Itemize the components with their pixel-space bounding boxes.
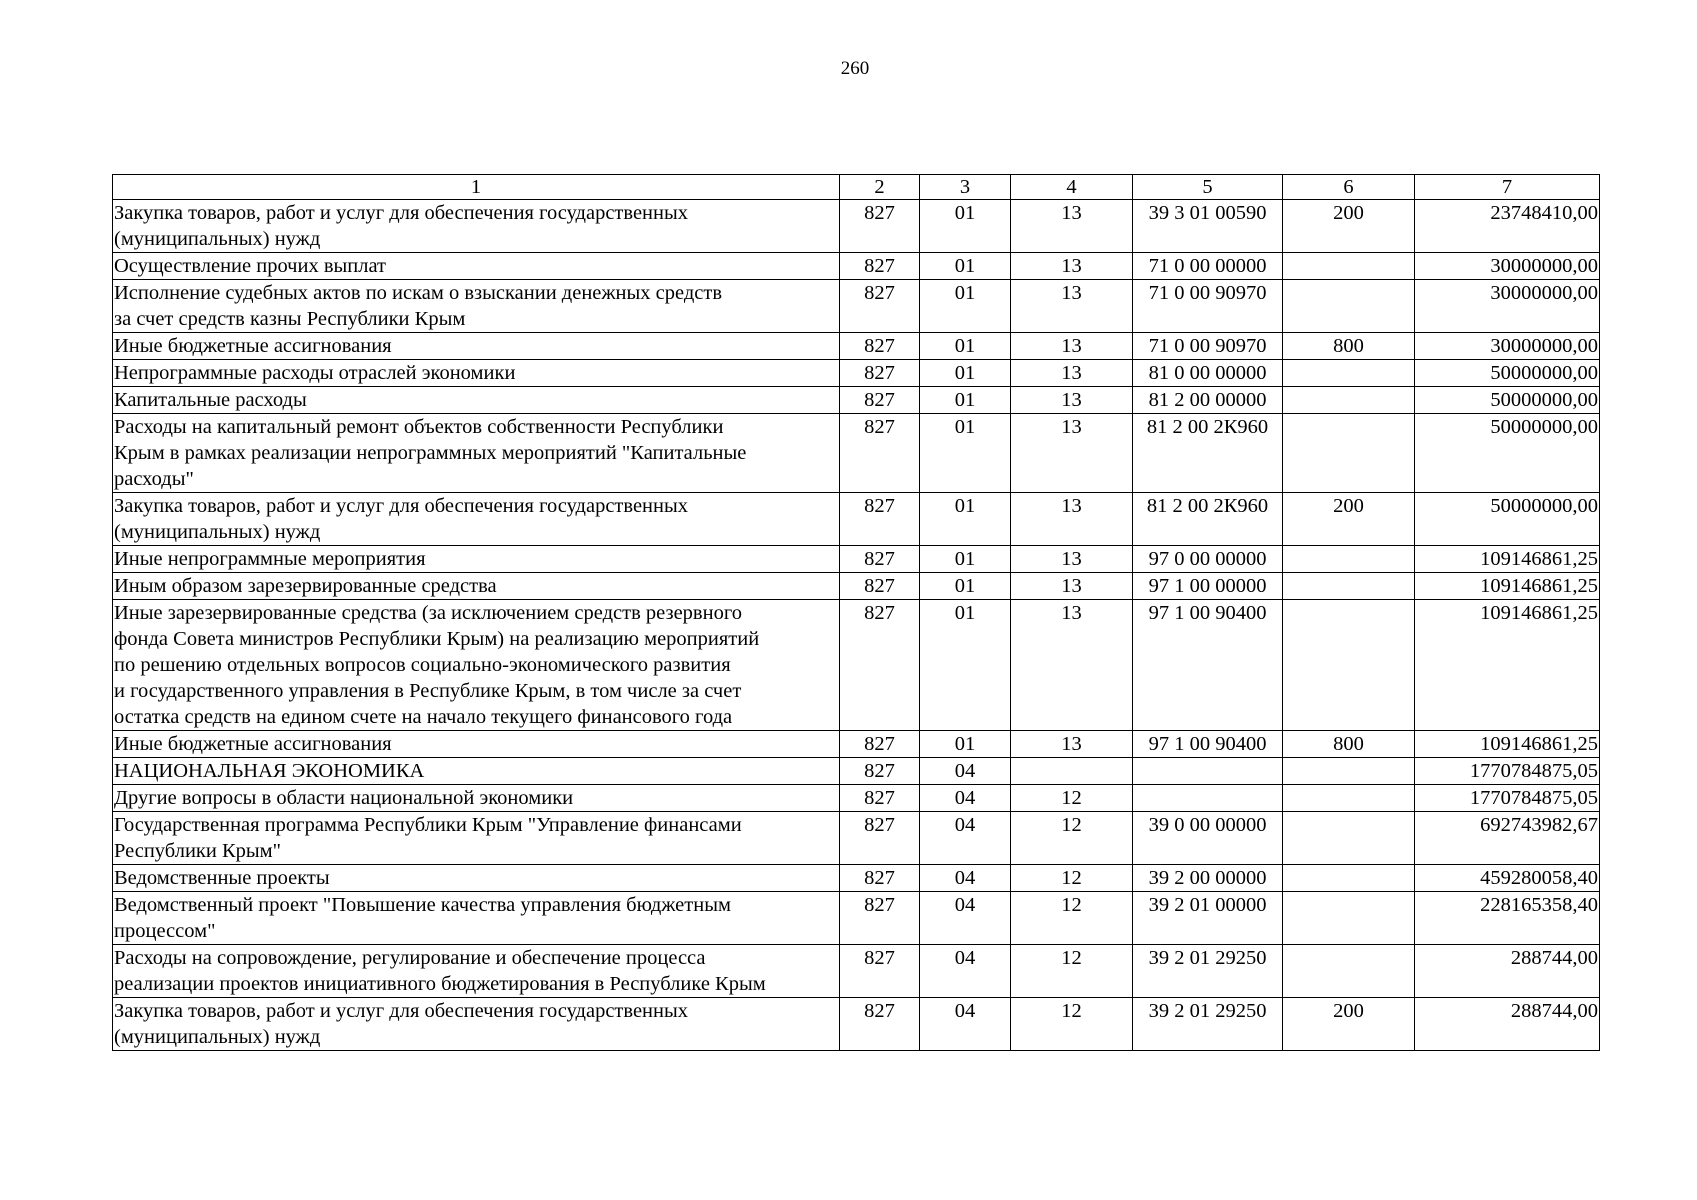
row-description	[113, 493, 840, 546]
amount-value: 23748410,00	[1415, 200, 1600, 253]
amount-value: 30000000,00	[1415, 253, 1600, 280]
target-article-code: 71 0 00 90970	[1133, 333, 1283, 360]
description-line: Иные непрограммные мероприятия	[114, 548, 426, 570]
subsection-code: 13	[1011, 253, 1133, 280]
subsection-code: 13	[1011, 493, 1133, 546]
section-code: 01	[920, 280, 1011, 333]
row-description	[113, 600, 840, 731]
table-row	[113, 892, 1600, 945]
target-article-code: 97 0 00 00000	[1133, 546, 1283, 573]
description-line: Другие вопросы в области национальной экономики	[114, 787, 574, 809]
section-code: 01	[920, 493, 1011, 546]
expense-type-code	[1283, 360, 1415, 387]
subsection-code: 13	[1011, 414, 1133, 493]
expense-type-code	[1283, 280, 1415, 333]
table-row	[113, 600, 1600, 731]
section-code: 01	[920, 253, 1011, 280]
section-code: 04	[920, 812, 1011, 865]
expense-type-code	[1283, 892, 1415, 945]
table-row	[113, 253, 1600, 280]
table-body	[113, 200, 1600, 1051]
subsection-code: 12	[1011, 785, 1133, 812]
header-col-6: 6	[1283, 175, 1415, 200]
target-article-code	[1133, 758, 1283, 785]
subsection-code: 13	[1011, 600, 1133, 731]
subsection-code: 13	[1011, 573, 1133, 600]
subsection-code: 12	[1011, 998, 1133, 1051]
amount-value: 50000000,00	[1415, 414, 1600, 493]
subsection-code: 13	[1011, 280, 1133, 333]
table-row	[113, 865, 1600, 892]
ministry-code: 827	[840, 892, 920, 945]
expense-type-code	[1283, 253, 1415, 280]
ministry-code: 827	[840, 573, 920, 600]
budget-table	[112, 174, 1600, 1051]
subsection-code: 12	[1011, 865, 1133, 892]
expense-type-code: 800	[1283, 731, 1415, 758]
description-line: Закупка товаров, работ и услуг для обеспечения государственных	[114, 202, 689, 224]
section-code: 04	[920, 892, 1011, 945]
description-line: Расходы на сопровождение, регулирование и обеспечение процесса	[114, 947, 706, 969]
section-code: 01	[920, 573, 1011, 600]
ministry-code: 827	[840, 600, 920, 731]
amount-value: 1770784875,05	[1415, 758, 1600, 785]
expense-type-code: 200	[1283, 998, 1415, 1051]
amount-value: 109146861,25	[1415, 731, 1600, 758]
ministry-code: 827	[840, 333, 920, 360]
description-line: (муниципальных) нужд	[114, 521, 321, 543]
header-col-4: 4	[1011, 175, 1133, 200]
description-line: процессом"	[114, 920, 216, 942]
header-col-2: 2	[840, 175, 920, 200]
section-code: 04	[920, 758, 1011, 785]
subsection-code: 13	[1011, 387, 1133, 414]
expense-type-code	[1283, 812, 1415, 865]
ministry-code: 827	[840, 758, 920, 785]
description-line: (муниципальных) нужд	[114, 228, 321, 250]
expense-type-code	[1283, 865, 1415, 892]
description-line: Крым в рамках реализации непрограммных мероприятий "Капитальные	[114, 442, 747, 464]
ministry-code: 827	[840, 812, 920, 865]
ministry-code: 827	[840, 998, 920, 1051]
amount-value: 50000000,00	[1415, 360, 1600, 387]
table-row	[113, 785, 1600, 812]
section-code: 04	[920, 998, 1011, 1051]
table-row	[113, 731, 1600, 758]
description-line: Иные бюджетные ассигнования	[114, 335, 392, 357]
ministry-code: 827	[840, 387, 920, 414]
description-line: за счет средств казны Республики Крым	[114, 308, 466, 330]
subsection-code: 13	[1011, 731, 1133, 758]
section-code: 01	[920, 333, 1011, 360]
row-description	[113, 812, 840, 865]
description-line: Осуществление прочих выплат	[114, 255, 387, 277]
amount-value: 692743982,67	[1415, 812, 1600, 865]
target-article-code: 39 3 01 00590	[1133, 200, 1283, 253]
expense-type-code	[1283, 945, 1415, 998]
row-description	[113, 758, 840, 785]
description-line: НАЦИОНАЛЬНАЯ ЭКОНОМИКА	[114, 760, 425, 782]
amount-value: 50000000,00	[1415, 493, 1600, 546]
ministry-code: 827	[840, 731, 920, 758]
target-article-code: 81 2 00 2К960	[1133, 493, 1283, 546]
section-code: 01	[920, 414, 1011, 493]
row-description	[113, 998, 840, 1051]
amount-value: 30000000,00	[1415, 333, 1600, 360]
expense-type-code	[1283, 785, 1415, 812]
description-line: остатка средств на едином счете на начало текущего финансового года	[114, 706, 733, 728]
description-line: Республики Крым"	[114, 840, 282, 862]
expense-type-code	[1283, 573, 1415, 600]
description-line: Иные зарезервированные средства (за исключением средств резервного	[114, 602, 742, 624]
table-row	[113, 546, 1600, 573]
subsection-code: 13	[1011, 360, 1133, 387]
table-row	[113, 360, 1600, 387]
table-row	[113, 387, 1600, 414]
subsection-code: 12	[1011, 945, 1133, 998]
description-line: Закупка товаров, работ и услуг для обеспечения государственных	[114, 495, 689, 517]
target-article-code: 71 0 00 90970	[1133, 280, 1283, 333]
ministry-code: 827	[840, 945, 920, 998]
table-row	[113, 333, 1600, 360]
amount-value: 288744,00	[1415, 998, 1600, 1051]
amount-value: 288744,00	[1415, 945, 1600, 998]
amount-value: 50000000,00	[1415, 387, 1600, 414]
table-row	[113, 573, 1600, 600]
subsection-code: 13	[1011, 200, 1133, 253]
ministry-code: 827	[840, 253, 920, 280]
description-line: расходы"	[114, 468, 194, 490]
row-description	[113, 200, 840, 253]
expense-type-code	[1283, 414, 1415, 493]
amount-value: 109146861,25	[1415, 600, 1600, 731]
amount-value: 109146861,25	[1415, 546, 1600, 573]
row-description	[113, 253, 840, 280]
table-row	[113, 493, 1600, 546]
header-col-3: 3	[920, 175, 1011, 200]
target-article-code: 39 2 01 00000	[1133, 892, 1283, 945]
header-col-1: 1	[113, 175, 840, 200]
subsection-code: 12	[1011, 892, 1133, 945]
row-description	[113, 414, 840, 493]
row-description	[113, 892, 840, 945]
ministry-code: 827	[840, 493, 920, 546]
description-line: Закупка товаров, работ и услуг для обеспечения государственных	[114, 1000, 689, 1022]
section-code: 01	[920, 546, 1011, 573]
page-number: 260	[840, 58, 870, 79]
target-article-code: 81 0 00 00000	[1133, 360, 1283, 387]
description-line: Ведомственный проект "Повышение качества управления бюджетным	[114, 894, 731, 916]
expense-type-code: 800	[1283, 333, 1415, 360]
description-line: Капитальные расходы	[114, 389, 307, 411]
subsection-code: 12	[1011, 812, 1133, 865]
table-row	[113, 414, 1600, 493]
target-article-code: 97 1 00 90400	[1133, 731, 1283, 758]
expense-type-code	[1283, 758, 1415, 785]
row-description	[113, 573, 840, 600]
row-description	[113, 731, 840, 758]
description-line: Исполнение судебных актов по искам о взыскании денежных средств	[114, 282, 723, 304]
section-code: 01	[920, 731, 1011, 758]
expense-type-code	[1283, 387, 1415, 414]
row-description	[113, 387, 840, 414]
target-article-code: 71 0 00 00000	[1133, 253, 1283, 280]
row-description	[113, 945, 840, 998]
description-line: Государственная программа Республики Крым "Управление финансами	[114, 814, 742, 836]
expense-type-code: 200	[1283, 200, 1415, 253]
section-code: 04	[920, 785, 1011, 812]
table-row	[113, 758, 1600, 785]
description-line: фонда Совета министров Республики Крым) на реализацию мероприятий	[114, 628, 760, 650]
ministry-code: 827	[840, 865, 920, 892]
ministry-code: 827	[840, 280, 920, 333]
header-col-7: 7	[1415, 175, 1600, 200]
subsection-code: 13	[1011, 333, 1133, 360]
target-article-code: 81 2 00 00000	[1133, 387, 1283, 414]
target-article-code	[1133, 785, 1283, 812]
table-row	[113, 200, 1600, 253]
target-article-code: 97 1 00 90400	[1133, 600, 1283, 731]
section-code: 01	[920, 360, 1011, 387]
table-row	[113, 998, 1600, 1051]
row-description	[113, 546, 840, 573]
header-row	[113, 175, 1600, 200]
ministry-code: 827	[840, 785, 920, 812]
expense-type-code	[1283, 600, 1415, 731]
target-article-code: 39 2 01 29250	[1133, 998, 1283, 1051]
row-description	[113, 333, 840, 360]
amount-value: 459280058,40	[1415, 865, 1600, 892]
ministry-code: 827	[840, 546, 920, 573]
ministry-code: 827	[840, 200, 920, 253]
amount-value: 1770784875,05	[1415, 785, 1600, 812]
description-line: (муниципальных) нужд	[114, 1026, 321, 1048]
subsection-code: 13	[1011, 546, 1133, 573]
table-row	[113, 280, 1600, 333]
ministry-code: 827	[840, 360, 920, 387]
description-line: Иные бюджетные ассигнования	[114, 733, 392, 755]
description-line: реализации проектов инициативного бюджетирования в Республике Крым	[114, 973, 766, 995]
target-article-code: 39 0 00 00000	[1133, 812, 1283, 865]
target-article-code: 97 1 00 00000	[1133, 573, 1283, 600]
row-description	[113, 280, 840, 333]
description-line: по решению отдельных вопросов социально-экономического развития	[114, 654, 731, 676]
section-code: 01	[920, 600, 1011, 731]
description-line: Иным образом зарезервированные средства	[114, 575, 497, 597]
header-col-5: 5	[1133, 175, 1283, 200]
description-line: и государственного управления в Республике Крым, в том числе за счет	[114, 680, 742, 702]
row-description	[113, 785, 840, 812]
target-article-code: 39 2 00 00000	[1133, 865, 1283, 892]
section-code: 01	[920, 387, 1011, 414]
section-code: 01	[920, 200, 1011, 253]
section-code: 04	[920, 865, 1011, 892]
description-line: Непрограммные расходы отраслей экономики	[114, 362, 516, 384]
table-row	[113, 812, 1600, 865]
table-row	[113, 945, 1600, 998]
expense-type-code	[1283, 546, 1415, 573]
expense-type-code: 200	[1283, 493, 1415, 546]
target-article-code: 39 2 01 29250	[1133, 945, 1283, 998]
amount-value: 228165358,40	[1415, 892, 1600, 945]
subsection-code	[1011, 758, 1133, 785]
ministry-code: 827	[840, 414, 920, 493]
target-article-code: 81 2 00 2К960	[1133, 414, 1283, 493]
row-description	[113, 360, 840, 387]
amount-value: 109146861,25	[1415, 573, 1600, 600]
section-code: 04	[920, 945, 1011, 998]
description-line: Ведомственные проекты	[114, 867, 330, 889]
amount-value: 30000000,00	[1415, 280, 1600, 333]
description-line: Расходы на капитальный ремонт объектов собственности Республики	[114, 416, 724, 438]
row-description	[113, 865, 840, 892]
